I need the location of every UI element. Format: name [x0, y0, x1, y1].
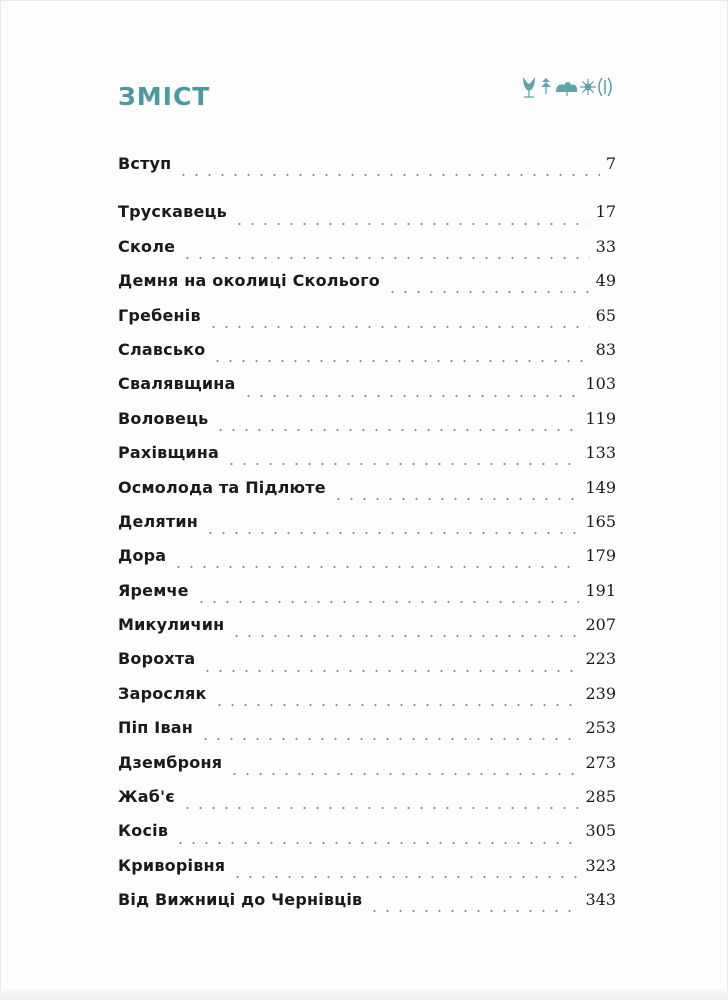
- dot-leader: [207, 326, 590, 328]
- dot-leader: [211, 360, 589, 362]
- toc-page-number: 165: [585, 511, 616, 531]
- toc-entry-title: Гребенів: [118, 305, 201, 325]
- toc-entry: [118, 374, 616, 408]
- dot-leader: [199, 738, 579, 740]
- dot-leader: [242, 395, 580, 397]
- toc-page-number: 83: [595, 339, 616, 359]
- toc-page-number: 119: [585, 408, 616, 428]
- toc-entry-title: Криворівня: [118, 855, 226, 875]
- toc-entry-title: Трускавець: [118, 202, 227, 222]
- dot-leader: [228, 773, 579, 775]
- toc-entry: [118, 787, 616, 821]
- toc-entry-title: Осмолода та Підлюте: [118, 477, 326, 497]
- toc-entry: [118, 890, 616, 924]
- toc-entry: [118, 154, 616, 188]
- table-of-contents: [118, 154, 616, 925]
- toc-entry-title: Вступ: [118, 154, 172, 173]
- toc-entry: [118, 237, 616, 271]
- toc-entry: [118, 546, 616, 580]
- dot-leader: [233, 223, 590, 225]
- toc-page-number: 33: [595, 236, 616, 256]
- toc-entry-title: Піп Іван: [118, 718, 194, 738]
- toc-entry: [118, 202, 616, 236]
- toc-entry: [118, 649, 616, 683]
- toc-page-number: 191: [585, 580, 616, 600]
- toc-entry: [118, 615, 616, 649]
- dot-leader: [201, 670, 579, 672]
- dot-leader: [213, 704, 580, 706]
- toc-page-number: 65: [595, 305, 616, 325]
- dot-leader: [386, 291, 590, 293]
- folk-ornament-icon: [520, 74, 616, 100]
- toc-entry: [118, 478, 616, 512]
- toc-page-number: 179: [585, 546, 616, 566]
- toc-entry-title: Жаб'є: [118, 787, 175, 807]
- toc-entry: [118, 718, 616, 752]
- dot-leader: [204, 532, 579, 534]
- dot-leader: [181, 807, 580, 809]
- dot-leader: [177, 174, 599, 176]
- toc-entry-title: Дора: [118, 546, 167, 566]
- toc-page-number: 305: [585, 821, 616, 841]
- toc-entry: [118, 443, 616, 477]
- dot-leader: [332, 498, 580, 500]
- toc-entry-title: Рахівщина: [118, 443, 220, 463]
- toc-page-number: 103: [585, 374, 616, 394]
- toc-page-number: 7: [605, 154, 616, 173]
- toc-entry: [118, 821, 616, 855]
- toc-entry-title: Демня на околиці Сколього: [118, 271, 380, 291]
- toc-page-number: 285: [585, 787, 616, 807]
- toc-entry: [118, 753, 616, 787]
- toc-entry-title: Славсько: [118, 339, 206, 359]
- dot-leader: [231, 876, 579, 878]
- toc-entry: [118, 409, 616, 443]
- toc-entry-title: Делятин: [118, 511, 199, 531]
- dot-leader: [181, 257, 589, 259]
- toc-entry: [118, 271, 616, 305]
- toc-page-number: 223: [585, 649, 616, 669]
- dot-leader: [368, 910, 579, 912]
- toc-page-number: 207: [585, 615, 616, 635]
- toc-entry: [118, 306, 616, 340]
- toc-page-number: 133: [585, 443, 616, 463]
- toc-page-number: 343: [585, 890, 616, 910]
- toc-page-number: 17: [595, 202, 616, 222]
- page-title: ЗМІСТ: [118, 82, 211, 111]
- toc-page-number: 49: [595, 271, 616, 291]
- toc-entry-title: Дземброня: [118, 752, 223, 772]
- toc-entry: [118, 684, 616, 718]
- dot-leader: [174, 842, 579, 844]
- toc-page-number: 239: [585, 683, 616, 703]
- toc-entry-title: Воловець: [118, 408, 209, 428]
- toc-entry-title: Ворохта: [118, 649, 196, 669]
- toc-entry-title: Косів: [118, 821, 169, 841]
- toc-entry: [118, 581, 616, 615]
- toc-page-number: 273: [585, 752, 616, 772]
- dot-leader: [195, 601, 580, 603]
- dot-leader: [214, 429, 579, 431]
- toc-entry-title: Яремче: [118, 580, 189, 600]
- toc-entry-title: Від Вижниці до Чернівців: [118, 890, 363, 910]
- toc-entry-title: Заросляк: [118, 683, 207, 703]
- toc-entry: [118, 512, 616, 546]
- toc-page-number: 323: [585, 855, 616, 875]
- dot-leader: [172, 566, 579, 568]
- toc-entry-title: Микуличин: [118, 615, 225, 635]
- dot-leader: [225, 463, 579, 465]
- toc-entry: [118, 856, 616, 890]
- toc-page-number: 149: [585, 477, 616, 497]
- toc-entry-title: Сколе: [118, 236, 176, 256]
- toc-entry-title: Свалявщина: [118, 374, 236, 394]
- toc-page-number: 253: [585, 718, 616, 738]
- dot-leader: [230, 635, 579, 637]
- toc-entry: [118, 340, 616, 374]
